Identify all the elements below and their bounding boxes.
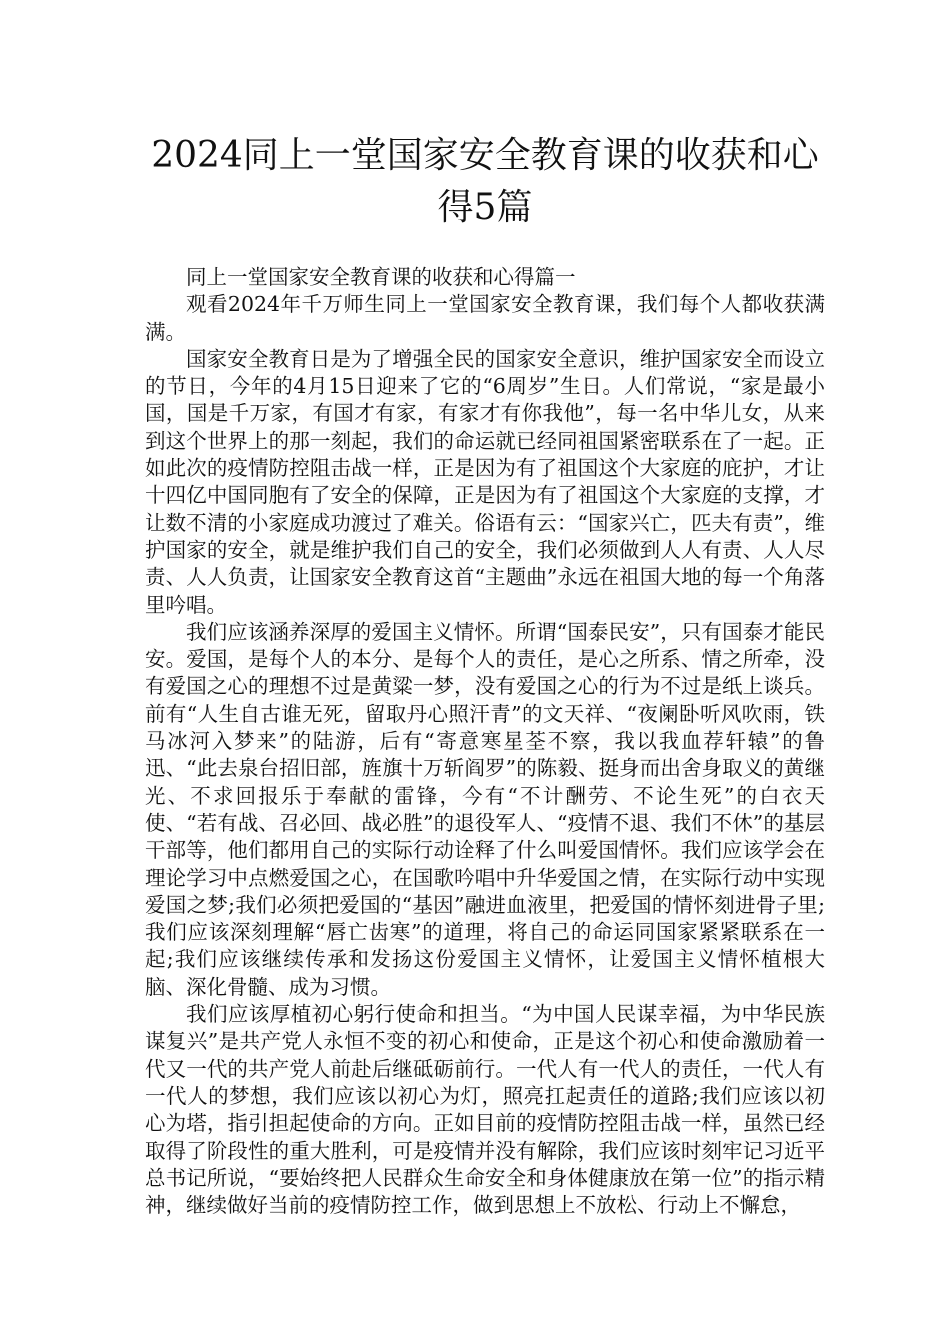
- document-title: [145, 130, 825, 234]
- document-title-line-1: 2024同上一堂国家安全教育课的收获和心: [151, 135, 819, 176]
- document-body: [145, 264, 825, 1219]
- section-heading: 同上一堂国家安全教育课的收获和心得篇一: [186, 265, 576, 289]
- document-title-line-2: 得5篇: [437, 187, 533, 228]
- document-page: [145, 130, 825, 1219]
- paragraph-3: 我们应该涵养深厚的爱国主义情怀。所谓“国泰民安”，只有国泰才能民安。爱国，是每个人的本分、是每个人的责任，是心之所系、情之所牵，没有爱国之心的理想不过是黄粱一梦，没有爱国之心的行为不过是纸上谈兵。前有“人生自古谁无死，留取丹心照汗青”的文天祥、“夜阑卧听风吹雨，铁马冰河入梦来”的陆游，后有“寄意寒星荃不察，我以我血荐轩辕”的鲁迅、“此去泉台招旧部，旌旗十万斩阎罗”的陈毅、挺身而出舍身取义的黄继光、不求回报乐于奉献的雷锋，今有“不计酬劳、不论生死”的白衣天使、“若有战、召必回、战必胜”的退役军人、“疫情不退、我们不休”的基层干部等，他们都用自己的实际行动诠释了什么叫爱国情怀。我们应该学会在理论学习中点燃爱国之心，在国歌吟唱中升华爱国之情，在实际行动中实现爱国之梦;我们必须把爱国的“基因”融进血液里，把爱国的情怀刻进骨子里;我们应该深刻理解“唇亡齿寒”的道理，将自己的命运同国家紧紧联系在一起;我们应该继续传承和发扬这份爱国主义情怀，让爱国主义情怀植根大脑、深化骨髓、成为习惯。: [145, 619, 825, 999]
- paragraph-1: 观看2024年千万师生同上一堂国家安全教育课，我们每个人都收获满满。: [145, 292, 825, 344]
- paragraph-4: 我们应该厚植初心躬行使命和担当。“为中国人民谋幸福，为中华民族谋复兴”是共产党人永恒不变的初心和使命，正是这个初心和使命激励着一代又一代的共产党人前赴后继砥砺前行。一代人有一代人的责任，一代人有一代人的梦想，我们应该以初心为灯，照亮扛起责任的道路;我们应该以初心为塔，指引担起使命的方向。正如目前的疫情防控阻击战一样，虽然已经取得了阶段性的重大胜利，可是疫情并没有解除，我们应该时刻牢记习近平总书记所说，“要始终把人民群众生命安全和身体健康放在第一位”的指示精神，继续做好当前的疫情防控工作，做到思想上不放松、行动上不懈怠，: [145, 1002, 825, 1218]
- paragraph-2: 国家安全教育日是为了增强全民的国家安全意识，维护国家安全而设立的节日，今年的4月15日迎来了它的“6周岁”生日。人们常说，“家是最小国，国是千万家，有国才有家，有家才有你我他”，每一名中华儿女，从来到这个世界上的那一刻起，我们的命运就已经同祖国紧密联系在了一起。正如此次的疫情防控阻击战一样，正是因为有了祖国这个大家庭的庇护，才让十四亿中国同胞有了安全的保障，正是因为有了祖国这个大家庭的支撑，才让数不清的小家庭成功渡过了难关。俗语有云：“国家兴亡，匹夫有责”，维护国家的安全，就是维护我们自己的安全，我们必须做到人人有责、人人尽责、人人负责，让国家安全教育这首“主题曲”永远在祖国大地的每一个角落里吟唱。: [145, 346, 825, 617]
